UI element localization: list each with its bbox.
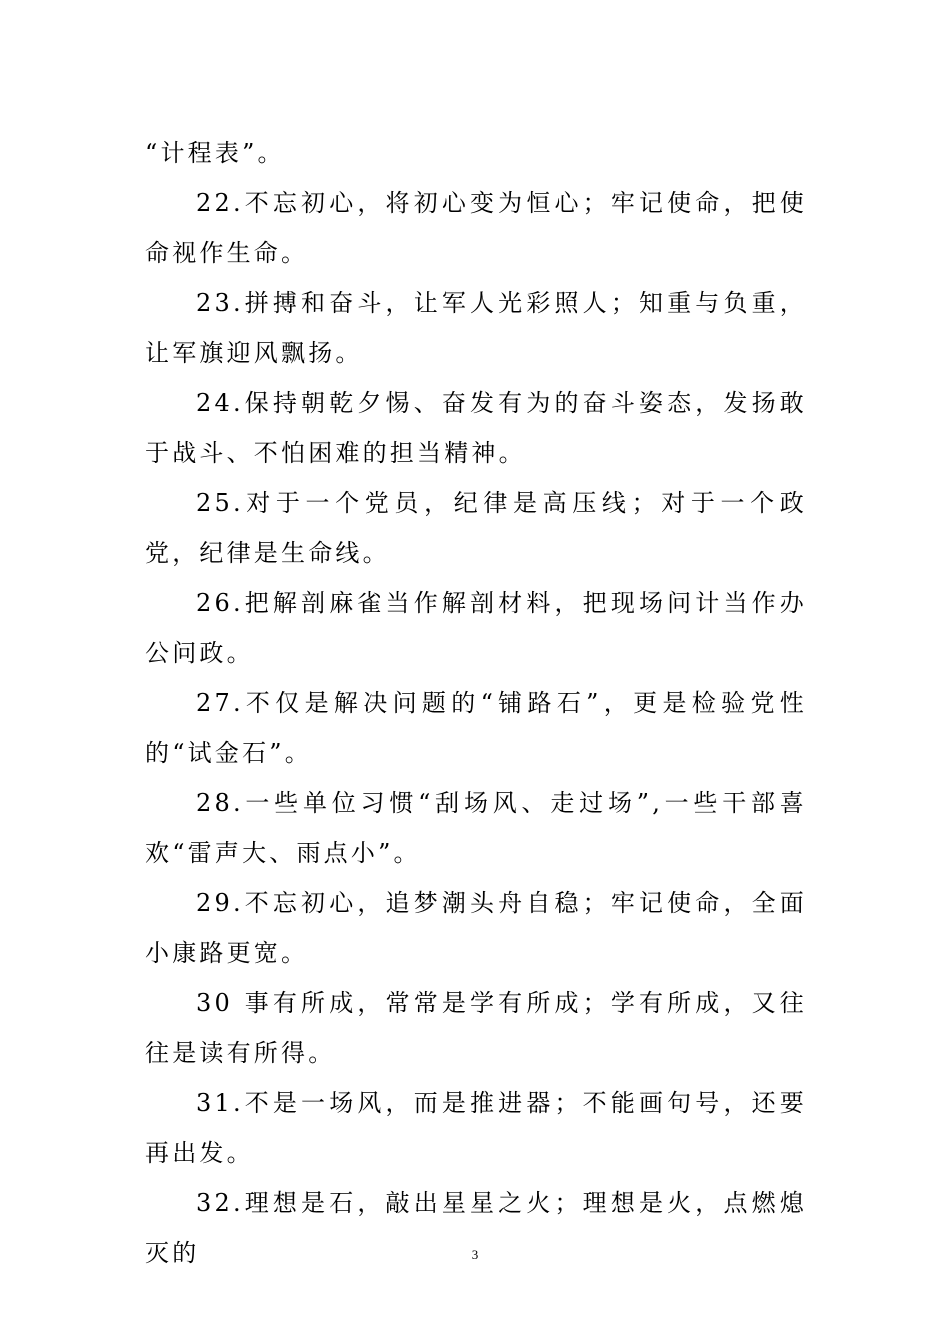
paragraph-29: 29.不忘初心，追梦潮头舟自稳；牢记使命，全面小康路更宽。 [145, 889, 807, 967]
paragraph-31: 31.不是一场风，而是推进器；不能画句号，还要再出发。 [145, 1089, 807, 1167]
paragraph-28: 28.一些单位习惯“刮场风、走过场”,一些干部喜欢“雷声大、雨点小”。 [145, 789, 807, 867]
paragraph-32: 32.理想是石，敲出星星之火；理想是火，点燃熄灭的 [145, 1189, 807, 1267]
paragraph-30: 30 事有所成，常常是学有所成；学有所成，又往往是读有所得。 [145, 989, 807, 1067]
paragraph-23: 23.拼搏和奋斗，让军人光彩照人；知重与负重，让军旗迎风飘扬。 [145, 289, 807, 367]
paragraph-24: 24.保持朝乾夕惕、奋发有为的奋斗姿态，发扬敢于战斗、不怕困难的担当精神。 [145, 389, 807, 467]
paragraph-0: “计程表”。 [145, 139, 285, 167]
paragraph-25: 25.对于一个党员，纪律是高压线；对于一个政党，纪律是生命线。 [145, 489, 807, 567]
paragraph-27: 27.不仅是解决问题的“铺路石”，更是检验党性的“试金石”。 [145, 689, 807, 767]
paragraph-22: 22.不忘初心，将初心变为恒心；牢记使命，把使命视作生命。 [145, 189, 807, 267]
document-body [145, 128, 807, 1278]
page-number: 3 [471, 1247, 479, 1262]
paragraph-26: 26.把解剖麻雀当作解剖材料，把现场问计当作办公问政。 [145, 589, 807, 667]
